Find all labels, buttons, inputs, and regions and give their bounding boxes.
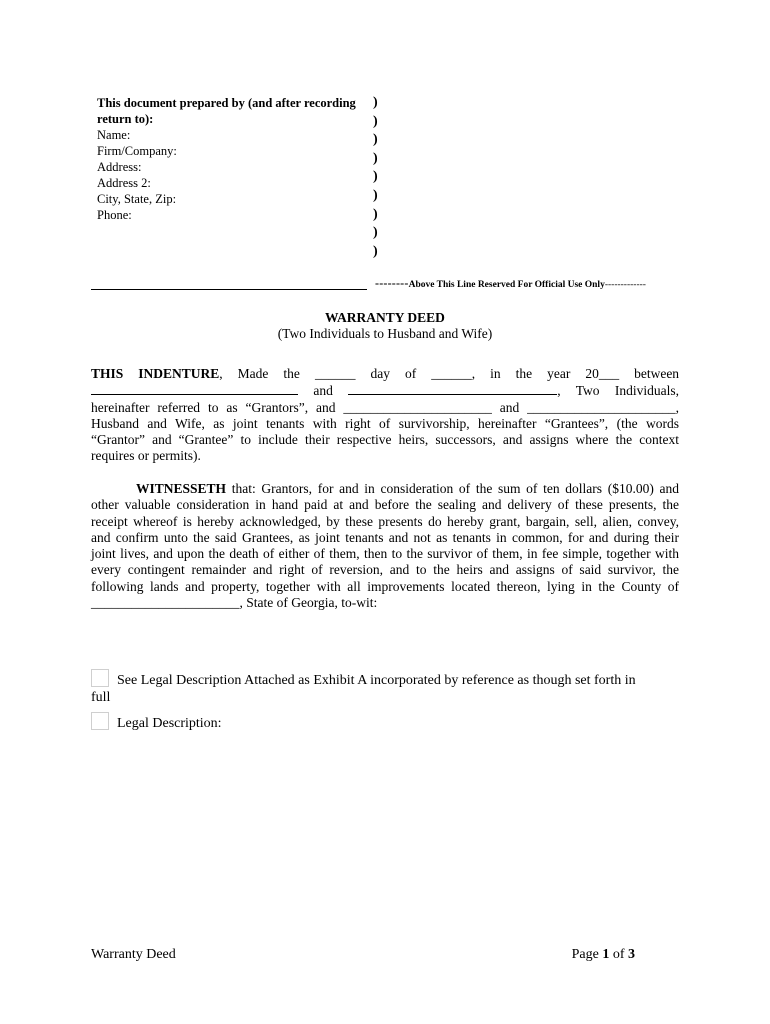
day-blank: ______ [314,366,356,381]
page-word: Page [571,947,599,962]
field-city-label: City, State, Zip: [97,192,177,206]
witnesseth-line-4: and confirm unto the said Grantees, as joint tenants and not as tenants in common, for and during their [91,529,679,545]
indenture-line-5: “Grantor” and “Grantee” to include their respective heirs, successors, and assigns where the context [91,432,679,448]
and-text: and [499,399,520,415]
exhibit-option [91,669,679,706]
line3-comma: , [675,399,679,415]
reserved-text: Above This Line Reserved For Official Use Only [408,280,605,290]
paren: ) [373,95,378,110]
exhibit-label-line2: full [91,690,111,705]
page-current: 1 [602,947,610,962]
grantor1-blank [91,382,298,395]
prepared-by-heading: This document prepared by (and after recording return to): [97,96,356,126]
indenture-line-3 [91,400,679,416]
grantee1-blank: ______________________ [343,399,492,415]
document-title: WARRANTY DEED [325,310,445,325]
grantee2-blank: ______________________ [527,399,676,415]
witnesseth-line-6: every contingent remainder and right of reversion, and to the heirs and assigns of said survivor, the [91,562,679,578]
witnesseth-line-3: receipt whereof is hereby acknowledged, by these presents do hereby grant, bargain, sell, alien, convey, [91,513,679,529]
reserved-notice [375,276,646,291]
indenture-lead: THIS INDENTURE [91,366,220,381]
field-name-label: Name: [97,128,131,142]
footer-title: Warranty Deed [91,947,176,962]
field-address2-label: Address 2: [97,176,151,190]
recording-divider [91,289,367,290]
witnesseth-line-7: following lands and property, together with all improvements located thereon, lying in the County of [91,578,679,594]
witnesseth-line-1 [91,481,679,497]
field-phone-label: Phone: [97,208,132,222]
witnesseth-line-2: other valuable consideration in hand paid at and before the sealing and delivery of these presents, the [91,497,679,513]
county-tail: , State of Georgia, to-wit: [239,595,378,611]
paren: ) [373,169,378,185]
exhibit-checkbox[interactable] [91,669,109,687]
witnesseth-line-5: joint lives, and upon the death of either of them, then to the survivor of them, in fee simple, together with [91,546,679,562]
of-word: of [612,947,625,962]
paren: ) [373,113,378,129]
footer-page-number [572,947,635,963]
legal-description-option [91,712,679,732]
paren: ) [373,150,378,166]
exhibit-label-line1: See Legal Description Attached as Exhibit A incorporated by reference as though set forth in [117,673,636,688]
paren: ) [373,132,378,148]
field-address-label: Address: [97,160,142,174]
indenture-line-6: requires or permits). [91,448,201,464]
paren-column [373,94,378,261]
paren: ) [373,187,378,203]
preparer-block [97,95,367,223]
legal-description-label: Legal Description: [117,716,222,731]
paren: ) [373,206,378,222]
document-subtitle: (Two Individuals to Husband and Wife) [277,326,493,341]
month-blank: ______ [431,366,472,381]
witnesseth-text-1: that: Grantors, for and in consideration of the sum of ten dollars ($10.00) and [226,481,679,496]
witnesseth-lead: WITNESSETH [136,481,227,496]
paren: ) [373,243,378,259]
witnesseth-line-8 [91,595,679,611]
indenture-line-1 [91,366,679,382]
field-firm-label: Firm/Company: [97,144,177,158]
reserved-tail: ------------- [604,280,646,290]
reserved-dashes: -------- [375,276,409,290]
and-text: and [313,383,333,399]
grantors-text: hereinafter referred to as “Grantors”, and [91,399,336,415]
indenture-paragraph [91,366,679,465]
paren: ) [373,225,378,241]
two-individuals-text: , Two Individuals, [557,383,679,399]
indenture-line-2 [91,382,679,399]
county-blank: ______________________ [91,595,240,611]
indenture-made-the: , Made the [219,366,300,381]
indenture-line-4: Husband and Wife, as joint tenants with right of survivorship, hereinafter “Grantees”, (the words [91,415,679,431]
day-of-text: day of [370,366,417,381]
legal-description-checkbox[interactable] [91,712,109,730]
page-total: 3 [628,947,635,962]
witnesseth-paragraph [91,481,679,611]
grantor2-blank [348,382,557,395]
year-between-text: , in the year 20___ between [471,366,680,381]
